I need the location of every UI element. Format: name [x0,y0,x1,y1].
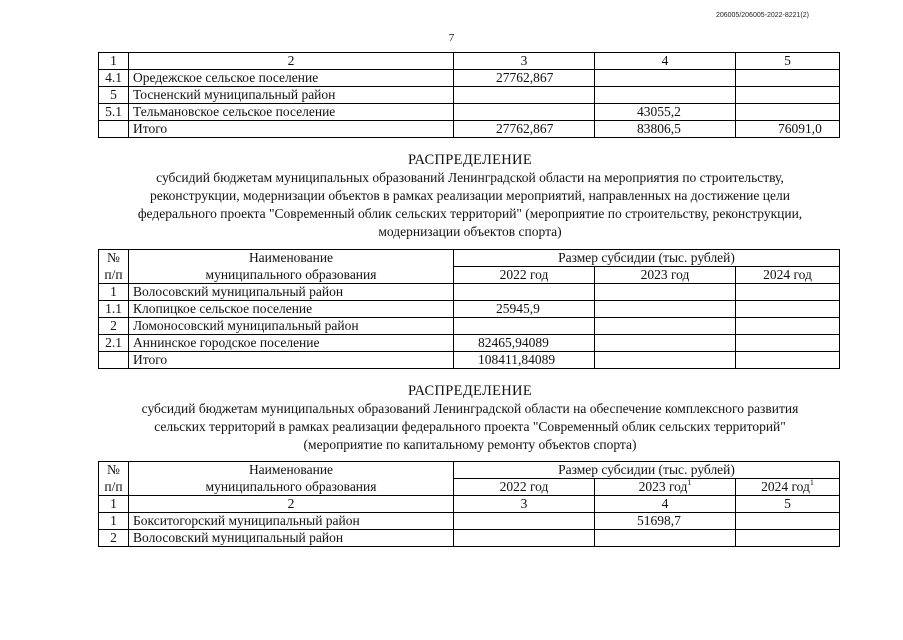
row-value-2023 [595,70,736,87]
col-number-4: 4 [595,53,736,70]
row-value-2023 [595,530,736,547]
row-name: Тосненский муниципальный район [129,87,454,104]
row-value-2024 [736,70,840,87]
row-name: Итого [129,352,454,369]
col-size-header: Размер субсидии (тыс. рублей) [454,250,840,267]
row-number: 4.1 [99,70,129,87]
table-row [99,318,840,335]
table-sport-construction [98,249,840,369]
row-number: 2 [99,530,129,547]
row-value-2022 [454,513,595,530]
section3-subtitle-line: сельских территорий в рамках реализации федерального проекта "Современный облик сельских территорий" [154,419,786,434]
section2-subtitle-line: реконструкции, модернизации объектов в рамках реализации мероприятий, направленных на достижение цели [150,188,790,203]
col-num-header: № [99,250,129,267]
row-number: 1 [99,513,129,530]
col-number-1: 1 [99,496,129,513]
table-row [99,335,840,352]
table-header-row [99,250,840,267]
row-number [99,121,129,138]
col-number-3: 3 [454,496,595,513]
row-value-2022: 27762,867 [454,121,595,138]
row-value-2023 [595,87,736,104]
row-number: 5.1 [99,104,129,121]
table-continuation [98,52,840,138]
row-name: Оредежское сельское поселение [129,70,454,87]
row-value-2024 [736,530,840,547]
row-value-2023 [595,301,736,318]
section2-subtitle-line: субсидий бюджетам муниципальных образований Ленинградской области на мероприятия по строительству, [156,170,784,185]
row-value-2022 [454,104,595,121]
table-header-numbers [99,496,840,513]
col-year-2022: 2022 год [454,267,595,284]
row-value-2022 [454,530,595,547]
row-number: 2.1 [99,335,129,352]
section3-subtitle-line: (мероприятие по капитальному ремонту объектов спорта) [303,437,637,452]
section2-title: РАСПРЕДЕЛЕНИЕ [408,152,532,168]
table-row [99,87,840,104]
row-name: Волосовский муниципальный район [129,284,454,301]
col-number-1: 1 [99,53,129,70]
row-number [99,352,129,369]
row-name: Итого [129,121,454,138]
row-value-2024 [736,335,840,352]
row-value-2022: 25945,9 [454,301,595,318]
row-number: 2 [99,318,129,335]
table-row [99,513,840,530]
table-header-row [99,479,840,496]
col-num-header: п/п [99,479,129,496]
row-value-2022: 27762,867 [454,70,595,87]
row-value-2024 [736,104,840,121]
row-value-2023 [595,284,736,301]
row-name: Тельмановское сельское поселение [129,104,454,121]
col-number-3: 3 [454,53,595,70]
col-number-5: 5 [736,496,840,513]
footnote-mark: 1 [687,478,692,487]
col-name-header: муниципального образования [129,267,454,284]
page-number: 7 [448,32,455,44]
col-num-header: № [99,462,129,479]
section3-subtitle-line: субсидий бюджетам муниципальных образований Ленинградской области на обеспечение комплексного развития [141,401,799,416]
row-number: 1 [99,284,129,301]
table-sport-repair [98,461,840,547]
table-row [99,530,840,547]
col-number-2: 2 [129,496,454,513]
row-value-2023 [595,318,736,335]
row-value-2023: 43055,2 [595,104,736,121]
col-year-2023: 2023 год$^1$ [595,479,736,496]
row-value-2024: 76091,0 [736,121,840,138]
row-value-2023: 51698,7 [595,513,736,530]
row-number: 5 [99,87,129,104]
row-value-2023 [595,352,736,369]
col-number-2: 2 [129,53,454,70]
table-row [99,104,840,121]
row-value-2023: 83806,5 [595,121,736,138]
row-name: Клопицкое сельское поселение [129,301,454,318]
table-total-row [99,352,840,369]
col-year-2024: 2024 год [736,267,840,284]
row-value-2022: 82465,94089 [454,335,595,352]
table-row [99,301,840,318]
row-name: Аннинское городское поселение [129,335,454,352]
table-header-row [99,267,840,284]
col-number-5: 5 [736,53,840,70]
row-value-2022 [454,87,595,104]
row-value-2024 [736,352,840,369]
section3-heading [60,383,880,454]
col-size-header: Размер субсидии (тыс. рублей) [454,462,840,479]
row-name: Волосовский муниципальный район [129,530,454,547]
col-name-header: муниципального образования [129,479,454,496]
row-value-2024 [736,284,840,301]
table-header-row [99,462,840,479]
row-name: Ломоносовский муниципальный район [129,318,454,335]
row-value-2022: 108411,84089 [454,352,595,369]
table-header-numbers [99,53,840,70]
document-id: 206005/206005-2022-8221(2) [715,12,809,19]
row-name: Бокситогорский муниципальный район [129,513,454,530]
row-value-2022 [454,318,595,335]
section2-heading [60,152,880,241]
row-value-2024 [736,318,840,335]
col-number-4: 4 [595,496,736,513]
table-row [99,70,840,87]
row-value-2024 [736,87,840,104]
section2-subtitle-line: федерального проекта "Современный облик сельских территорий" (мероприятие по строительству, реконструкции, [137,206,803,221]
col-num-header: п/п [99,267,129,284]
col-name-header: Наименование [129,250,454,267]
row-value-2022 [454,284,595,301]
row-value-2023 [595,335,736,352]
table-total-row [99,121,840,138]
col-year-2024: 2024 год$^1$ [736,479,840,496]
section3-title: РАСПРЕДЕЛЕНИЕ [408,383,532,399]
section2-subtitle-line: модернизации объектов спорта) [378,224,562,239]
table-row [99,284,840,301]
footnote-mark: 1 [809,478,814,487]
col-year-2022: 2022 год [454,479,595,496]
row-value-2024 [736,513,840,530]
row-number: 1.1 [99,301,129,318]
col-name-header: Наименование [129,462,454,479]
col-year-2023: 2023 год [595,267,736,284]
row-value-2024 [736,301,840,318]
